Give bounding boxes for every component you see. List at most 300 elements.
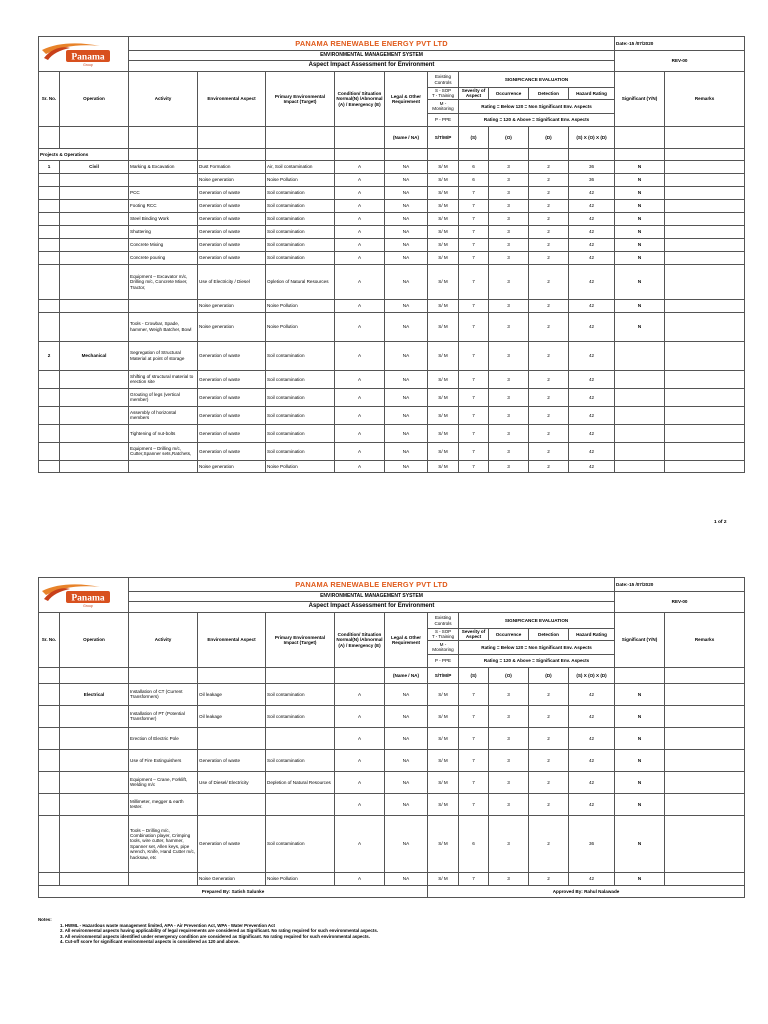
row-hazard-rating: 42 xyxy=(569,749,615,771)
row-env-aspect: Noise Generation xyxy=(198,872,266,885)
row-legal: NA xyxy=(385,212,428,225)
row-hazard-rating: 42 xyxy=(569,341,615,370)
doc-rev: REV-00 xyxy=(615,51,745,72)
row-srno xyxy=(39,424,60,442)
row-activity xyxy=(129,299,198,312)
row-severity: 7 xyxy=(459,872,489,885)
row-activity: Concrete pouring xyxy=(129,251,198,264)
row-activity: Equipment – Crane, Forklift, Welding m/c xyxy=(129,771,198,793)
row-operation xyxy=(60,173,129,186)
row-control: S/ M xyxy=(428,238,459,251)
row-env-aspect: Generation of waste xyxy=(198,388,266,406)
row-condition: A xyxy=(335,251,385,264)
row-legal: NA xyxy=(385,815,428,872)
row-occurrence: 3 xyxy=(489,460,529,472)
col-legal-2: Legal & Other Requirement xyxy=(385,613,428,668)
col-operation-2: Operation xyxy=(60,613,129,668)
row-severity: 7 xyxy=(459,299,489,312)
col-remarks-2: Remarks xyxy=(665,613,745,668)
row-hazard-rating: 42 xyxy=(569,238,615,251)
row-hazard-rating: 42 xyxy=(569,186,615,199)
rating-below: Rating = Below 120 = Non Significant Env. Aspects xyxy=(459,99,615,113)
row-control: S/ M xyxy=(428,212,459,225)
note-3: 3. All environmental aspects identified under emergency condition are considered as Significant. No rating required for such environmental aspects. xyxy=(60,933,370,939)
row-occurrence: 3 xyxy=(489,312,529,341)
col-significant-2: Significant (Y/N) xyxy=(615,613,665,668)
note-1: 1. HWML - Hazardous waste management limited, APA - Air Prevention Act, WPA - Water Prevention Act xyxy=(60,922,276,928)
row-activity: Grouting of legs (vertical member) xyxy=(129,388,198,406)
row-operation xyxy=(60,370,129,388)
notes-title: Notes: xyxy=(38,917,52,922)
row-severity: 6 xyxy=(459,173,489,186)
table-row xyxy=(39,370,745,388)
row-detection: 2 xyxy=(529,264,569,299)
row-env-aspect: Generation of waste xyxy=(198,370,266,388)
col-condition-2: Condition/ Situation Normal(N) /Abnormal (A) / Emergency (E) xyxy=(335,613,385,668)
company-logo xyxy=(40,40,127,68)
logo-cell xyxy=(39,37,129,72)
row-operation xyxy=(60,238,129,251)
sod-label: (S) X (O) X (D) xyxy=(569,126,615,148)
row-srno xyxy=(39,460,60,472)
d-label-2: (D) xyxy=(529,667,569,683)
col-occurrence: Occurrence xyxy=(489,88,529,100)
row-activity: Assembly of horizontal members xyxy=(129,406,198,424)
row-significant xyxy=(615,370,665,388)
row-remarks xyxy=(665,872,745,885)
row-occurrence: 3 xyxy=(489,442,529,460)
row-hazard-rating: 42 xyxy=(569,406,615,424)
row-control: S/ M xyxy=(428,793,459,815)
table-row xyxy=(39,793,745,815)
table-row xyxy=(39,815,745,872)
row-hazard-rating: 42 xyxy=(569,442,615,460)
control-monitoring-2: M - Monitoring xyxy=(428,640,459,654)
row-operation xyxy=(60,793,129,815)
row-significant: N xyxy=(615,264,665,299)
row-env-aspect: Generation of waste xyxy=(198,424,266,442)
row-severity: 7 xyxy=(459,225,489,238)
row-legal: NA xyxy=(385,442,428,460)
row-activity: Equipment – Drilling m/c, Cutter,Spanner sets,Ratchets, xyxy=(129,442,198,460)
row-condition: A xyxy=(335,299,385,312)
row-detection: 2 xyxy=(529,299,569,312)
row-env-aspect: Noise generation xyxy=(198,173,266,186)
row-env-aspect: Use of Electricity / Diesel xyxy=(198,264,266,299)
sod-label-2: (S) X (O) X (D) xyxy=(569,667,615,683)
row-srno: 1 xyxy=(39,160,60,173)
row-activity: Shifting of structural material to erection site xyxy=(129,370,198,388)
row-srno xyxy=(39,251,60,264)
row-env-aspect: Noise generation xyxy=(198,312,266,341)
rating-above-2: Rating = 120 & Above = Significant Env. Aspects xyxy=(459,654,615,667)
row-significant: N xyxy=(615,793,665,815)
row-occurrence: 3 xyxy=(489,749,529,771)
table-row xyxy=(39,186,745,199)
row-detection: 2 xyxy=(529,238,569,251)
row-severity: 6 xyxy=(459,160,489,173)
row-condition: A xyxy=(335,388,385,406)
col-env-aspect-2: Environmental Aspect xyxy=(198,613,266,668)
row-remarks xyxy=(665,683,745,705)
row-legal: NA xyxy=(385,705,428,727)
row-operation: Mechanical xyxy=(60,341,129,370)
row-detection: 2 xyxy=(529,442,569,460)
ems-title: ENVIRONMENTAL MANAGEMENT SYSTEM xyxy=(129,51,615,61)
row-condition: A xyxy=(335,186,385,199)
row-legal: NA xyxy=(385,388,428,406)
row-control: S/ M xyxy=(428,872,459,885)
control-ppe: P - PPE xyxy=(428,113,459,126)
row-srno xyxy=(39,299,60,312)
row-legal: NA xyxy=(385,793,428,815)
row-legal: NA xyxy=(385,872,428,885)
row-impact: Noise Pollution xyxy=(266,299,335,312)
company-title-2: PANAMA RENEWABLE ENERGY PVT LTD xyxy=(129,578,615,592)
row-legal: NA xyxy=(385,251,428,264)
row-hazard-rating: 42 xyxy=(569,793,615,815)
row-hazard-rating: 36 xyxy=(569,173,615,186)
row-srno xyxy=(39,173,60,186)
row-condition: A xyxy=(335,460,385,472)
control-ppe-2: P - PPE xyxy=(428,654,459,667)
row-impact: Soil contamination xyxy=(266,199,335,212)
row-activity xyxy=(129,460,198,472)
row-activity: PCC xyxy=(129,186,198,199)
row-control: S/ M xyxy=(428,749,459,771)
table-row xyxy=(39,225,745,238)
row-remarks xyxy=(665,749,745,771)
col-operation: Operation xyxy=(60,72,129,127)
table-row xyxy=(39,771,745,793)
row-remarks xyxy=(665,424,745,442)
row-detection: 2 xyxy=(529,815,569,872)
row-env-aspect: Generation of waste xyxy=(198,186,266,199)
row-significant: N xyxy=(615,815,665,872)
row-occurrence: 3 xyxy=(489,370,529,388)
row-operation xyxy=(60,442,129,460)
row-remarks xyxy=(665,173,745,186)
row-occurrence: 3 xyxy=(489,388,529,406)
row-srno xyxy=(39,683,60,705)
row-detection: 2 xyxy=(529,370,569,388)
row-remarks xyxy=(665,225,745,238)
control-legend: S - SOP T - Training xyxy=(428,88,459,100)
row-remarks xyxy=(665,727,745,749)
row-condition: A xyxy=(335,173,385,186)
row-control: S/ M xyxy=(428,727,459,749)
row-srno xyxy=(39,727,60,749)
row-significant: N xyxy=(615,225,665,238)
row-operation xyxy=(60,199,129,212)
row-detection: 2 xyxy=(529,749,569,771)
row-control: S/ M xyxy=(428,442,459,460)
row-srno xyxy=(39,264,60,299)
notes xyxy=(38,917,378,945)
row-impact: Soil contamination xyxy=(266,225,335,238)
row-condition: A xyxy=(335,406,385,424)
row-significant: N xyxy=(615,251,665,264)
row-significant: N xyxy=(615,705,665,727)
row-remarks xyxy=(665,186,745,199)
row-env-aspect: Noise generation xyxy=(198,299,266,312)
row-control: S/ M xyxy=(428,705,459,727)
page-number: 1 of 2 xyxy=(714,520,727,525)
row-detection: 2 xyxy=(529,212,569,225)
row-detection: 2 xyxy=(529,225,569,238)
col-remarks: Remarks xyxy=(665,72,745,127)
table-row xyxy=(39,406,745,424)
rating-below-2: Rating = Below 120 = Non Significant Env. Aspects xyxy=(459,640,615,654)
row-significant: N xyxy=(615,238,665,251)
row-occurrence: 3 xyxy=(489,683,529,705)
row-severity: 7 xyxy=(459,212,489,225)
row-env-aspect: Noise generation xyxy=(198,460,266,472)
row-remarks xyxy=(665,238,745,251)
row-srno xyxy=(39,199,60,212)
stmp-label-2: S/T/M/P xyxy=(428,667,459,683)
row-control: S/ M xyxy=(428,299,459,312)
row-detection: 2 xyxy=(529,406,569,424)
row-severity: 7 xyxy=(459,406,489,424)
company-title: PANAMA RENEWABLE ENERGY PVT LTD xyxy=(129,37,615,51)
row-occurrence: 3 xyxy=(489,264,529,299)
row-srno xyxy=(39,442,60,460)
table-row xyxy=(39,424,745,442)
row-severity: 7 xyxy=(459,388,489,406)
row-remarks xyxy=(665,251,745,264)
row-impact: Soil contamination xyxy=(266,186,335,199)
table-row xyxy=(39,388,745,406)
row-condition: A xyxy=(335,815,385,872)
row-impact: Noise Pollution xyxy=(266,312,335,341)
row-detection: 2 xyxy=(529,341,569,370)
row-impact: Noise Pollution xyxy=(266,173,335,186)
row-occurrence: 3 xyxy=(489,727,529,749)
row-srno xyxy=(39,388,60,406)
row-operation xyxy=(60,186,129,199)
header-table xyxy=(38,36,745,473)
s-label: (S) xyxy=(459,126,489,148)
row-hazard-rating: 42 xyxy=(569,312,615,341)
row-legal: NA xyxy=(385,264,428,299)
section-projects: Projects & Operations xyxy=(39,148,129,160)
row-significant xyxy=(615,341,665,370)
row-operation xyxy=(60,460,129,472)
row-legal: NA xyxy=(385,225,428,238)
row-srno xyxy=(39,186,60,199)
row-srno: 2 xyxy=(39,341,60,370)
row-env-aspect: Generation of waste xyxy=(198,406,266,424)
svg-text:Group: Group xyxy=(83,63,93,67)
row-impact: Soil contamination xyxy=(266,388,335,406)
row-condition: A xyxy=(335,442,385,460)
row-legal: NA xyxy=(385,727,428,749)
svg-text:Group: Group xyxy=(83,604,93,608)
row-srno xyxy=(39,225,60,238)
logo-cell-2 xyxy=(39,578,129,613)
row-remarks xyxy=(665,460,745,472)
row-condition: A xyxy=(335,312,385,341)
row-env-aspect: Generation of waste xyxy=(198,341,266,370)
row-significant: N xyxy=(615,186,665,199)
doc-title: Aspect Impact Assessment for Environment xyxy=(129,61,615,72)
row-significant xyxy=(615,460,665,472)
row-detection: 2 xyxy=(529,460,569,472)
row-impact: Soil contamination xyxy=(266,424,335,442)
doc-rev-2: REV-00 xyxy=(615,592,745,613)
row-control: S/ M xyxy=(428,815,459,872)
row-hazard-rating: 42 xyxy=(569,212,615,225)
row-significant: N xyxy=(615,749,665,771)
row-significant: N xyxy=(615,299,665,312)
row-occurrence: 3 xyxy=(489,238,529,251)
row-operation xyxy=(60,251,129,264)
doc-date-2: Date:-15 /07/2020 xyxy=(615,578,745,592)
row-severity: 7 xyxy=(459,793,489,815)
row-control: S/ M xyxy=(428,341,459,370)
row-impact xyxy=(266,793,335,815)
row-remarks xyxy=(665,264,745,299)
row-remarks xyxy=(665,705,745,727)
row-detection: 2 xyxy=(529,793,569,815)
row-activity: Segregation of Structural Material at point of storage xyxy=(129,341,198,370)
row-operation xyxy=(60,388,129,406)
row-detection: 2 xyxy=(529,160,569,173)
row-hazard-rating: 42 xyxy=(569,705,615,727)
row-occurrence: 3 xyxy=(489,705,529,727)
row-control: S/ M xyxy=(428,424,459,442)
row-activity: Tightening of nut-bolts xyxy=(129,424,198,442)
row-env-aspect: Generation of waste xyxy=(198,225,266,238)
row-occurrence: 3 xyxy=(489,251,529,264)
row-severity: 7 xyxy=(459,683,489,705)
row-activity: Millimeter, megger & earth tester. xyxy=(129,793,198,815)
row-remarks xyxy=(665,312,745,341)
col-activity-2: Activity xyxy=(129,613,198,668)
col-significant: Significant (Y/N) xyxy=(615,72,665,127)
row-legal: NA xyxy=(385,749,428,771)
row-srno xyxy=(39,705,60,727)
table-row xyxy=(39,160,745,173)
approved-by: Approved By: Rahul Nalawade xyxy=(428,885,745,897)
row-impact: Soil contamination xyxy=(266,341,335,370)
row-legal: NA xyxy=(385,771,428,793)
row-impact: Soil contamination xyxy=(266,238,335,251)
col-severity: Severity of Aspect xyxy=(459,88,489,100)
row-control: S/ M xyxy=(428,683,459,705)
row-impact: Depletion of Natural Resources xyxy=(266,771,335,793)
row-activity: Shuttering xyxy=(129,225,198,238)
rating-above: Rating = 120 & Above = Significant Env. Aspects xyxy=(459,113,615,126)
row-hazard-rating: 42 xyxy=(569,424,615,442)
row-activity: Tools – Drilling m/c, Combination player, Crimping tools, wire cutter, hammer, Spanner set, Allen keys, pipe wrench, Knife, Hand Cutter m/c, hacksaw, etc xyxy=(129,815,198,872)
table-row xyxy=(39,341,745,370)
row-condition: A xyxy=(335,705,385,727)
row-hazard-rating: 42 xyxy=(569,683,615,705)
row-occurrence: 3 xyxy=(489,341,529,370)
col-env-aspect: Environmental Aspect xyxy=(198,72,266,127)
col-srno: Sr. No. xyxy=(39,72,60,127)
row-operation xyxy=(60,312,129,341)
row-operation xyxy=(60,406,129,424)
header-table-2 xyxy=(38,577,745,898)
s-label-2: (S) xyxy=(459,667,489,683)
row-occurrence: 3 xyxy=(489,186,529,199)
row-hazard-rating: 42 xyxy=(569,388,615,406)
row-severity: 7 xyxy=(459,442,489,460)
row-severity: 7 xyxy=(459,264,489,299)
page2-rows xyxy=(39,683,745,885)
row-srno xyxy=(39,872,60,885)
row-activity: Steel Binding Work xyxy=(129,212,198,225)
row-activity: Concrete Mixing xyxy=(129,238,198,251)
row-severity: 6 xyxy=(459,815,489,872)
row-occurrence: 3 xyxy=(489,160,529,173)
row-occurrence: 3 xyxy=(489,299,529,312)
row-significant: N xyxy=(615,727,665,749)
svg-text:Panama: Panama xyxy=(71,52,105,63)
row-occurrence: 3 xyxy=(489,212,529,225)
row-occurrence: 3 xyxy=(489,199,529,212)
col-srno-2: Sr. No. xyxy=(39,613,60,668)
row-legal: NA xyxy=(385,683,428,705)
row-occurrence: 3 xyxy=(489,424,529,442)
row-severity: 7 xyxy=(459,238,489,251)
row-significant: N xyxy=(615,160,665,173)
row-condition: A xyxy=(335,727,385,749)
row-severity: 7 xyxy=(459,199,489,212)
row-legal: NA xyxy=(385,173,428,186)
table-row xyxy=(39,442,745,460)
row-srno xyxy=(39,771,60,793)
row-control: S/ M xyxy=(428,225,459,238)
row-detection: 2 xyxy=(529,251,569,264)
row-condition: A xyxy=(335,424,385,442)
row-operation xyxy=(60,212,129,225)
row-detection: 2 xyxy=(529,705,569,727)
row-hazard-rating: 42 xyxy=(569,460,615,472)
row-severity: 7 xyxy=(459,186,489,199)
row-control: S/ M xyxy=(428,186,459,199)
row-activity xyxy=(129,173,198,186)
doc-date: Date:-15 /07/2020 xyxy=(615,37,745,51)
row-legal: NA xyxy=(385,424,428,442)
row-activity: Marking & Excavation xyxy=(129,160,198,173)
row-condition: A xyxy=(335,793,385,815)
row-activity: Use of Fire Extinguishers xyxy=(129,749,198,771)
row-remarks xyxy=(665,212,745,225)
row-remarks xyxy=(665,370,745,388)
col-hazard-2: Hazard Rating xyxy=(569,629,615,641)
col-existing-controls-2: Existing Controls xyxy=(428,613,459,629)
row-remarks xyxy=(665,771,745,793)
row-control: S/ M xyxy=(428,388,459,406)
row-activity: Footing RCC xyxy=(129,199,198,212)
control-legend-2: S - SOP T - Training xyxy=(428,629,459,641)
row-detection: 2 xyxy=(529,388,569,406)
row-detection: 2 xyxy=(529,199,569,212)
table-row xyxy=(39,251,745,264)
table-row xyxy=(39,872,745,885)
o-label: (O) xyxy=(489,126,529,148)
row-detection: 2 xyxy=(529,683,569,705)
row-operation: Civil xyxy=(60,160,129,173)
table-row xyxy=(39,264,745,299)
row-operation xyxy=(60,771,129,793)
row-env-aspect: Use of Diesel/ Electricity xyxy=(198,771,266,793)
o-label-2: (O) xyxy=(489,667,529,683)
